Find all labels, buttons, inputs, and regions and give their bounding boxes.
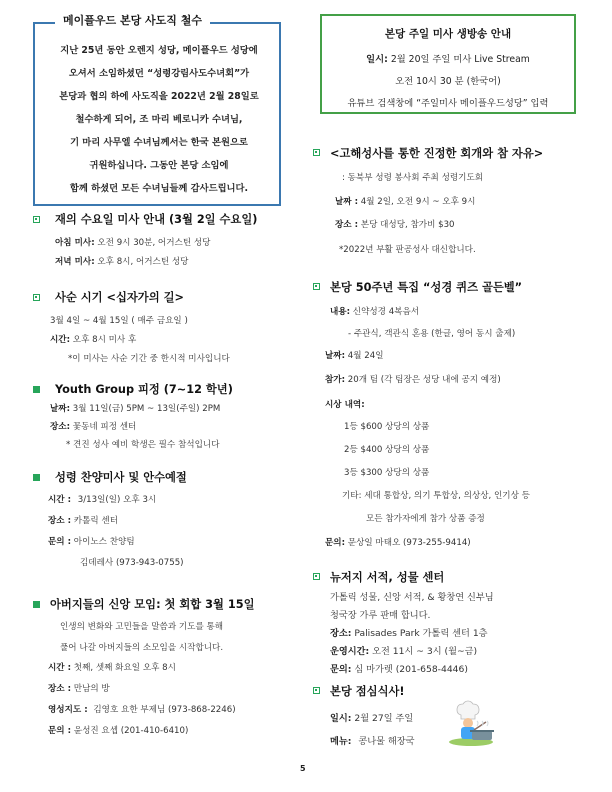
books-desc: 청국장 가루 판매 합니다. bbox=[330, 610, 431, 621]
livestream-date bbox=[322, 51, 574, 65]
lunch-heading: 본당 점심식사! bbox=[330, 685, 405, 698]
quiz-content-sub: - 주관식, 객관식 혼용 (한글, 영어 동시 출제) bbox=[348, 329, 516, 339]
youth-place-label: 장소: bbox=[50, 422, 71, 432]
notice-line: 철수하게 되어, 조 마리 베로니카 수녀님, bbox=[75, 114, 243, 125]
charism-place-value: 카톨릭 센터 bbox=[73, 516, 119, 526]
notice-line: 기 마리 사무엘 수녀님께서는 한국 본원으로 bbox=[70, 137, 248, 148]
fathers-heading: 아버지들의 신앙 모임: 첫 회합 3월 15일 bbox=[50, 598, 255, 611]
quiz-prize-item: 2등 $400 상당의 상품 bbox=[344, 445, 430, 455]
fathers-guide-label: 영성지도 : bbox=[48, 705, 88, 715]
stations-time-label: 시간: bbox=[50, 335, 71, 345]
fathers-place-label: 장소 : bbox=[48, 684, 72, 694]
lunch-date-label: 일시: bbox=[330, 713, 352, 724]
ash-morning bbox=[55, 236, 210, 248]
quiz-join bbox=[325, 373, 501, 385]
confession-place-value: 본당 대성당, 참가비 $30 bbox=[360, 220, 455, 230]
fathers-time-value: 첫째, 셋째 화요일 오후 8시 bbox=[73, 663, 176, 673]
quiz-content bbox=[330, 305, 419, 317]
fathers-place-value: 만남의 방 bbox=[73, 684, 110, 694]
livestream-youtube: 유튜브 검색창에 “주일미사 메이플우드성당” 입력 bbox=[347, 98, 549, 109]
quiz-date-value: 4월 24일 bbox=[347, 351, 384, 361]
quiz-prize-item: 1등 $600 상당의 상품 bbox=[344, 422, 430, 432]
charism-place bbox=[48, 514, 118, 526]
charism-time-label: 시간 : bbox=[48, 495, 72, 505]
youth-date-value: 3월 11일(금) 5PM ~ 13일(주일) 2PM bbox=[72, 404, 221, 414]
chef-cooking-icon bbox=[446, 700, 496, 746]
books-contact-value: 심 마가렛 (201-658-4446) bbox=[354, 664, 468, 675]
fathers-guide-value: 김영호 요한 부제님 (973-868-2246) bbox=[93, 705, 236, 715]
ash-morning-label: 아침 미사: bbox=[55, 238, 95, 248]
charism-place-label: 장소 : bbox=[48, 516, 72, 526]
confession-place bbox=[335, 218, 455, 230]
youth-date bbox=[50, 402, 220, 414]
books-desc: 가톨릭 성물, 신앙 서적, & 황창연 신부님 bbox=[330, 592, 494, 603]
livestream-box bbox=[320, 14, 576, 114]
books-contact-label: 문의: bbox=[330, 664, 352, 675]
charism-contact-value: 아이노스 찬양팀 bbox=[73, 537, 135, 547]
notice-line: 오셔서 소임하셨던 “성령강림사도수녀회”가 bbox=[68, 68, 250, 79]
ash-evening bbox=[55, 255, 188, 267]
bullet-icon bbox=[33, 474, 40, 481]
fathers-time-label: 시간 : bbox=[48, 663, 72, 673]
bullet-icon bbox=[33, 294, 40, 301]
quiz-prize-item: 3등 $300 상당의 상품 bbox=[344, 468, 430, 478]
notice-line: 본당과 협의 하에 사도직을 2022년 2월 28일로 bbox=[59, 91, 259, 102]
charism-contact-person: 김데레사 (973-943-0755) bbox=[80, 558, 184, 568]
notice-line: 귀원하십니다. 그동안 본당 소임에 bbox=[89, 160, 229, 171]
bullet-icon bbox=[313, 149, 320, 156]
books-place bbox=[330, 625, 488, 639]
books-contact bbox=[330, 661, 468, 675]
books-hours bbox=[330, 643, 477, 657]
lunch-menu-label: 메뉴: bbox=[330, 736, 352, 747]
lunch-date bbox=[330, 710, 413, 724]
quiz-content-value: 신약성경 4복음서 bbox=[352, 307, 420, 317]
fathers-desc: 인생의 변화와 고민들을 말씀과 기도를 통해 bbox=[60, 622, 224, 632]
youth-note: * 견진 성사 예비 학생은 필수 참석입니다 bbox=[66, 440, 220, 450]
ash-heading: 재의 수요일 미사 안내 (3월 2일 수요일) bbox=[55, 213, 258, 226]
fathers-place bbox=[48, 682, 110, 694]
lunch-menu bbox=[330, 733, 415, 747]
bullet-icon bbox=[313, 687, 320, 694]
lunch-menu-value: 콩나물 해장국 bbox=[358, 736, 415, 747]
bullet-icon bbox=[33, 386, 40, 393]
bullet-icon bbox=[313, 283, 320, 290]
fathers-desc: 풀어 나갈 아버지들의 소모임을 시작합니다. bbox=[60, 643, 224, 653]
youth-date-label: 날짜: bbox=[50, 404, 71, 414]
bullet-icon bbox=[313, 573, 320, 580]
confession-org: : 동북부 성령 봉사회 주최 성령기도회 bbox=[342, 173, 484, 183]
charism-contact bbox=[48, 535, 135, 547]
charism-time bbox=[48, 493, 156, 505]
youth-place-value: 꽃동네 피정 센터 bbox=[72, 422, 137, 432]
books-heading: 뉴저지 서적, 성물 센터 bbox=[330, 571, 445, 584]
confession-date-value: 4월 2일, 오전 9시 ~ 오후 9시 bbox=[360, 197, 476, 207]
bullet-icon bbox=[33, 601, 40, 608]
charism-heading: 성령 찬양미사 및 안수예절 bbox=[55, 471, 187, 484]
quiz-prize-item: 기타: 세대 통합상, 의기 투합상, 의상상, 인기상 등 bbox=[342, 491, 530, 501]
ash-morning-value: 오전 9시 30분, 어거스틴 성당 bbox=[97, 238, 211, 248]
quiz-prize-item: 모든 참가자에게 참가 상품 증정 bbox=[366, 514, 485, 524]
quiz-prize-label-text: 시상 내역: bbox=[325, 400, 365, 410]
quiz-contact-value: 문상일 마태오 (973-255-9414) bbox=[347, 538, 471, 548]
charism-contact-label: 문의 : bbox=[48, 537, 72, 547]
quiz-heading: 본당 50주년 특집 “성경 퀴즈 골든벨” bbox=[330, 281, 523, 294]
confession-date bbox=[335, 195, 475, 207]
youth-place bbox=[50, 420, 136, 432]
quiz-prize-label bbox=[325, 398, 365, 410]
lunch-date-value: 2월 27일 주일 bbox=[354, 713, 414, 724]
stations-time bbox=[50, 333, 136, 345]
confession-heading: <고해성사를 통한 진정한 회개와 참 자유> bbox=[330, 147, 544, 160]
books-place-value: Palisades Park 가톨릭 센터 1층 bbox=[354, 628, 488, 639]
charism-time-value: 3/13일(일) 오후 3시 bbox=[77, 495, 157, 505]
livestream-date-value: 2월 20일 주일 미사 Live Stream bbox=[390, 54, 530, 65]
quiz-date bbox=[325, 349, 384, 361]
fathers-guide bbox=[48, 703, 236, 715]
notice-box bbox=[33, 22, 281, 206]
stations-dates: 3월 4일 ~ 4월 15일 ( 매주 금요일 ) bbox=[50, 316, 188, 326]
ash-evening-label: 저녁 미사: bbox=[55, 257, 95, 267]
livestream-time: 오전 10시 30 분 (한국어) bbox=[395, 76, 501, 87]
quiz-join-value: 20개 팀 (각 팀장은 성당 내에 공지 예정) bbox=[347, 375, 501, 385]
fathers-time bbox=[48, 661, 176, 673]
quiz-contact bbox=[325, 536, 471, 548]
quiz-date-label: 날짜: bbox=[325, 351, 346, 361]
livestream-date-label: 일시: bbox=[366, 54, 388, 65]
confession-date-label: 날짜 : bbox=[335, 197, 359, 207]
stations-note: *이 미사는 사순 기간 중 한시적 미사입니다 bbox=[68, 354, 230, 364]
confession-note: *2022년 부활 판공성사 대신합니다. bbox=[339, 245, 476, 255]
books-hours-label: 운영시간: bbox=[330, 646, 370, 657]
page-number: 5 bbox=[300, 764, 306, 773]
notice-line: 지난 25년 동안 오렌지 성당, 메이플우드 성당에 bbox=[60, 45, 258, 56]
books-hours-value: 오전 11시 ~ 3시 (월~금) bbox=[372, 646, 478, 657]
ash-evening-value: 오후 8시, 어거스틴 성당 bbox=[97, 257, 189, 267]
fathers-contact bbox=[48, 724, 188, 736]
books-place-label: 장소: bbox=[330, 628, 352, 639]
quiz-contact-label: 문의: bbox=[325, 538, 346, 548]
stations-heading: 사순 시기 <십자가의 길> bbox=[55, 291, 184, 304]
quiz-join-label: 참가: bbox=[325, 375, 346, 385]
notice-title: 메이플우드 본당 사도직 철수 bbox=[55, 12, 210, 28]
livestream-title: 본당 주일 미사 생방송 안내 bbox=[384, 28, 512, 40]
youth-heading: Youth Group 피정 (7~12 학년) bbox=[55, 383, 233, 396]
notice-line: 함께 하셨던 모든 수녀님들께 감사드립니다. bbox=[69, 183, 249, 194]
fathers-contact-label: 문의 : bbox=[48, 726, 72, 736]
quiz-content-label: 내용: bbox=[330, 307, 351, 317]
bullet-icon bbox=[33, 216, 40, 223]
fathers-contact-value: 윤성진 요셉 (201-410-6410) bbox=[73, 726, 189, 736]
stations-time-value: 오후 8시 미사 후 bbox=[72, 335, 137, 345]
confession-place-label: 장소 : bbox=[335, 220, 359, 230]
